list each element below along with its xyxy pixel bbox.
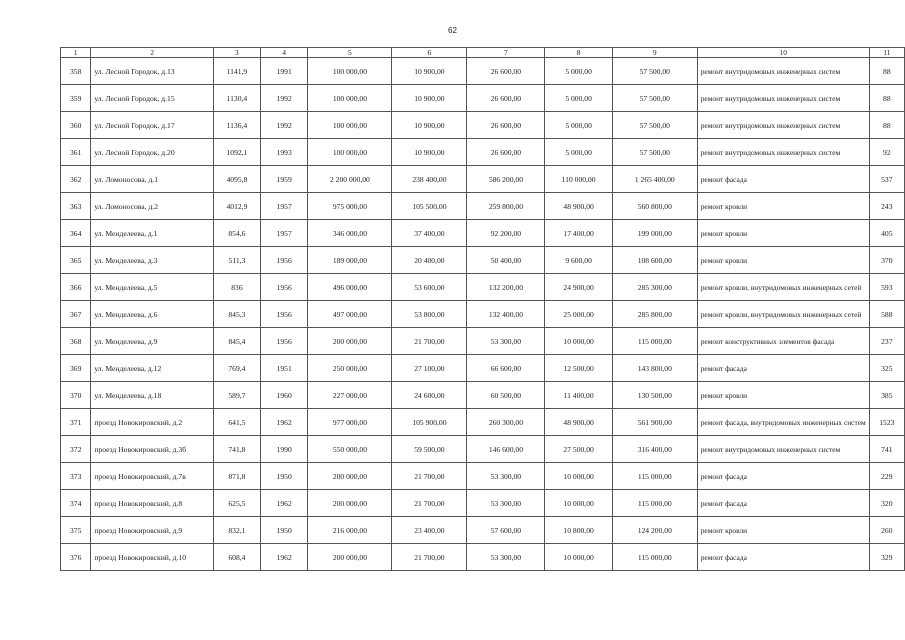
cell-total-cost: 497 000,00 xyxy=(308,301,392,328)
column-header-4: 4 xyxy=(260,48,308,58)
cell-cost-col-7: 146 600,00 xyxy=(467,436,545,463)
table-row xyxy=(61,274,905,301)
cell-year-built: 1962 xyxy=(260,409,308,436)
cell-address: ул. Ломоносова, д.1 xyxy=(91,166,214,193)
cell-row-number: 369 xyxy=(61,355,91,382)
column-header-11: 11 xyxy=(869,48,904,58)
cell-year-built: 1991 xyxy=(260,58,308,85)
cell-cost-col-8: 10 000,00 xyxy=(545,544,613,571)
page-number: 62 xyxy=(448,26,457,35)
cell-cost-col-8: 25 000,00 xyxy=(545,301,613,328)
cell-cost-col-6: 20 400,00 xyxy=(392,247,467,274)
cell-year-built: 1957 xyxy=(260,220,308,247)
cell-cost-col-8: 48 900,00 xyxy=(545,193,613,220)
cell-cost-col-6: 10 900,00 xyxy=(392,139,467,166)
column-header-6: 6 xyxy=(392,48,467,58)
table-row xyxy=(61,328,905,355)
cell-cost-col-9: 108 600,00 xyxy=(612,247,697,274)
cell-year-built: 1951 xyxy=(260,355,308,382)
table-row xyxy=(61,490,905,517)
table-row xyxy=(61,463,905,490)
cell-area: 836 xyxy=(213,274,260,301)
cell-area: 845,3 xyxy=(213,301,260,328)
cell-cost-col-7: 259 800,00 xyxy=(467,193,545,220)
cell-total-cost: 975 000,00 xyxy=(308,193,392,220)
cell-cost-col-7: 57 600,00 xyxy=(467,517,545,544)
cell-work-type: ремонт кровли xyxy=(697,193,869,220)
cell-area: 4012,9 xyxy=(213,193,260,220)
cell-work-type: ремонт фасада, внутридомовых инженерных систем xyxy=(697,409,869,436)
cell-residents: 243 xyxy=(869,193,904,220)
cell-row-number: 359 xyxy=(61,85,91,112)
cell-residents: 537 xyxy=(869,166,904,193)
cell-cost-col-7: 53 300,00 xyxy=(467,544,545,571)
cell-cost-col-6: 105 500,00 xyxy=(392,193,467,220)
cell-year-built: 1956 xyxy=(260,328,308,355)
cell-cost-col-8: 10 000,00 xyxy=(545,490,613,517)
cell-row-number: 374 xyxy=(61,490,91,517)
cell-cost-col-7: 26 600,00 xyxy=(467,85,545,112)
cell-address: ул. Менделеева, д.9 xyxy=(91,328,214,355)
cell-residents: 229 xyxy=(869,463,904,490)
table-row xyxy=(61,193,905,220)
table-row xyxy=(61,436,905,463)
cell-area: 511,3 xyxy=(213,247,260,274)
cell-area: 769,4 xyxy=(213,355,260,382)
cell-cost-col-7: 26 600,00 xyxy=(467,112,545,139)
repair-program-table xyxy=(60,47,905,571)
cell-cost-col-9: 130 500,00 xyxy=(612,382,697,409)
cell-cost-col-8: 48 900,00 xyxy=(545,409,613,436)
cell-area: 1136,4 xyxy=(213,112,260,139)
cell-cost-col-9: 57 500,00 xyxy=(612,85,697,112)
cell-cost-col-6: 24 600,00 xyxy=(392,382,467,409)
table-row xyxy=(61,409,905,436)
cell-residents: 370 xyxy=(869,247,904,274)
cell-year-built: 1950 xyxy=(260,463,308,490)
table-row xyxy=(61,166,905,193)
cell-cost-col-9: 57 500,00 xyxy=(612,58,697,85)
cell-work-type: ремонт фасада xyxy=(697,544,869,571)
cell-work-type: ремонт кровли xyxy=(697,517,869,544)
cell-work-type: ремонт кровли xyxy=(697,247,869,274)
cell-year-built: 1956 xyxy=(260,247,308,274)
cell-row-number: 373 xyxy=(61,463,91,490)
cell-total-cost: 227 000,00 xyxy=(308,382,392,409)
cell-row-number: 376 xyxy=(61,544,91,571)
cell-row-number: 365 xyxy=(61,247,91,274)
cell-address: проезд Новокировский, д.8 xyxy=(91,490,214,517)
cell-year-built: 1956 xyxy=(260,274,308,301)
table-row xyxy=(61,517,905,544)
column-header-3: 3 xyxy=(213,48,260,58)
cell-address: ул. Лесной Городок, д.15 xyxy=(91,85,214,112)
cell-cost-col-6: 53 800,00 xyxy=(392,301,467,328)
table-row xyxy=(61,544,905,571)
cell-area: 1092,1 xyxy=(213,139,260,166)
cell-address: ул. Менделеева, д.3 xyxy=(91,247,214,274)
cell-work-type: ремонт кровли, внутридомовых инженерных сетей xyxy=(697,274,869,301)
cell-cost-col-9: 115 000,00 xyxy=(612,328,697,355)
cell-cost-col-8: 24 900,00 xyxy=(545,274,613,301)
cell-year-built: 1959 xyxy=(260,166,308,193)
cell-area: 641,5 xyxy=(213,409,260,436)
cell-cost-col-6: 21 700,00 xyxy=(392,490,467,517)
cell-cost-col-7: 26 600,00 xyxy=(467,139,545,166)
cell-cost-col-8: 10 000,00 xyxy=(545,328,613,355)
cell-address: ул. Лесной Городок, д.20 xyxy=(91,139,214,166)
cell-address: ул. Менделеева, д.5 xyxy=(91,274,214,301)
cell-row-number: 364 xyxy=(61,220,91,247)
cell-cost-col-9: 285 300,00 xyxy=(612,274,697,301)
cell-year-built: 1950 xyxy=(260,517,308,544)
cell-work-type: ремонт внутридомовых инженерных систем xyxy=(697,436,869,463)
column-header-7: 7 xyxy=(467,48,545,58)
cell-cost-col-8: 10 800,00 xyxy=(545,517,613,544)
cell-year-built: 1990 xyxy=(260,436,308,463)
cell-cost-col-9: 561 900,00 xyxy=(612,409,697,436)
cell-total-cost: 200 000,00 xyxy=(308,463,392,490)
cell-cost-col-9: 1 265 400,00 xyxy=(612,166,697,193)
cell-total-cost: 100 000,00 xyxy=(308,85,392,112)
table-row xyxy=(61,139,905,166)
table-body xyxy=(61,58,905,571)
cell-area: 589,7 xyxy=(213,382,260,409)
cell-cost-col-6: 10 900,00 xyxy=(392,85,467,112)
cell-cost-col-9: 285 800,00 xyxy=(612,301,697,328)
cell-cost-col-7: 132 400,00 xyxy=(467,301,545,328)
cell-cost-col-6: 21 700,00 xyxy=(392,544,467,571)
cell-cost-col-6: 21 700,00 xyxy=(392,328,467,355)
cell-area: 871,8 xyxy=(213,463,260,490)
cell-cost-col-9: 560 800,00 xyxy=(612,193,697,220)
cell-work-type: ремонт кровли, внутридомовых инженерных сетей xyxy=(697,301,869,328)
cell-cost-col-6: 238 400,00 xyxy=(392,166,467,193)
column-header-2: 2 xyxy=(91,48,214,58)
cell-residents: 1523 xyxy=(869,409,904,436)
column-header-1: 1 xyxy=(61,48,91,58)
table-row xyxy=(61,58,905,85)
cell-area: 741,8 xyxy=(213,436,260,463)
cell-cost-col-8: 5 000,00 xyxy=(545,58,613,85)
column-header-5: 5 xyxy=(308,48,392,58)
cell-work-type: ремонт фасада xyxy=(697,463,869,490)
cell-cost-col-7: 132 200,00 xyxy=(467,274,545,301)
column-header-10: 10 xyxy=(697,48,869,58)
cell-cost-col-6: 10 900,00 xyxy=(392,112,467,139)
cell-cost-col-7: 53 300,00 xyxy=(467,463,545,490)
cell-cost-col-9: 199 000,00 xyxy=(612,220,697,247)
cell-total-cost: 100 000,00 xyxy=(308,139,392,166)
cell-work-type: ремонт внутридомовых инженерных систем xyxy=(697,139,869,166)
table-row xyxy=(61,247,905,274)
cell-work-type: ремонт кровли xyxy=(697,220,869,247)
cell-area: 608,4 xyxy=(213,544,260,571)
cell-cost-col-9: 57 500,00 xyxy=(612,139,697,166)
cell-residents: 329 xyxy=(869,544,904,571)
cell-cost-col-9: 115 000,00 xyxy=(612,463,697,490)
cell-cost-col-9: 115 000,00 xyxy=(612,544,697,571)
cell-cost-col-6: 105 900,00 xyxy=(392,409,467,436)
cell-address: ул. Ломоносова, д.2 xyxy=(91,193,214,220)
table-row xyxy=(61,220,905,247)
header-row xyxy=(61,48,905,58)
cell-residents: 260 xyxy=(869,517,904,544)
cell-cost-col-8: 5 000,00 xyxy=(545,112,613,139)
cell-address: проезд Новокировский, д.7в xyxy=(91,463,214,490)
cell-area: 625,5 xyxy=(213,490,260,517)
cell-work-type: ремонт фасада xyxy=(697,166,869,193)
cell-address: ул. Менделеева, д.6 xyxy=(91,301,214,328)
cell-row-number: 366 xyxy=(61,274,91,301)
cell-residents: 92 xyxy=(869,139,904,166)
column-header-9: 9 xyxy=(612,48,697,58)
cell-row-number: 362 xyxy=(61,166,91,193)
cell-residents: 588 xyxy=(869,301,904,328)
cell-year-built: 1956 xyxy=(260,301,308,328)
cell-row-number: 375 xyxy=(61,517,91,544)
cell-work-type: ремонт внутридомовых инженерных систем xyxy=(697,58,869,85)
cell-total-cost: 189 000,00 xyxy=(308,247,392,274)
cell-cost-col-6: 27 100,00 xyxy=(392,355,467,382)
column-header-8: 8 xyxy=(545,48,613,58)
cell-cost-col-6: 23 400,00 xyxy=(392,517,467,544)
cell-residents: 88 xyxy=(869,58,904,85)
cell-cost-col-7: 586 200,00 xyxy=(467,166,545,193)
cell-address: ул. Лесной Городок, д.13 xyxy=(91,58,214,85)
cell-cost-col-7: 92 200,00 xyxy=(467,220,545,247)
cell-residents: 325 xyxy=(869,355,904,382)
cell-work-type: ремонт внутридомовых инженерных систем xyxy=(697,85,869,112)
cell-work-type: ремонт фасада xyxy=(697,490,869,517)
cell-total-cost: 346 000,00 xyxy=(308,220,392,247)
cell-cost-col-8: 5 000,00 xyxy=(545,139,613,166)
cell-area: 1130,4 xyxy=(213,85,260,112)
cell-address: ул. Менделеева, д.1 xyxy=(91,220,214,247)
cell-area: 845,4 xyxy=(213,328,260,355)
cell-total-cost: 200 000,00 xyxy=(308,328,392,355)
cell-address: проезд Новокировский, д.9 xyxy=(91,517,214,544)
cell-year-built: 1992 xyxy=(260,112,308,139)
cell-cost-col-8: 27 500,00 xyxy=(545,436,613,463)
cell-total-cost: 216 000,00 xyxy=(308,517,392,544)
cell-row-number: 367 xyxy=(61,301,91,328)
cell-cost-col-7: 26 600,00 xyxy=(467,58,545,85)
table-row xyxy=(61,301,905,328)
cell-cost-col-7: 66 600,00 xyxy=(467,355,545,382)
cell-year-built: 1962 xyxy=(260,544,308,571)
cell-residents: 237 xyxy=(869,328,904,355)
cell-year-built: 1992 xyxy=(260,85,308,112)
cell-row-number: 370 xyxy=(61,382,91,409)
table-row xyxy=(61,355,905,382)
cell-year-built: 1962 xyxy=(260,490,308,517)
cell-cost-col-6: 10 900,00 xyxy=(392,58,467,85)
cell-total-cost: 100 000,00 xyxy=(308,112,392,139)
cell-address: ул. Менделеева, д.12 xyxy=(91,355,214,382)
cell-total-cost: 200 000,00 xyxy=(308,544,392,571)
cell-residents: 385 xyxy=(869,382,904,409)
cell-residents: 741 xyxy=(869,436,904,463)
cell-residents: 593 xyxy=(869,274,904,301)
cell-area: 4095,8 xyxy=(213,166,260,193)
cell-address: ул. Менделеева, д.18 xyxy=(91,382,214,409)
cell-area: 854,6 xyxy=(213,220,260,247)
cell-area: 1141,9 xyxy=(213,58,260,85)
cell-total-cost: 200 000,00 xyxy=(308,490,392,517)
cell-cost-col-9: 316 400,00 xyxy=(612,436,697,463)
cell-row-number: 361 xyxy=(61,139,91,166)
cell-work-type: ремонт фасада xyxy=(697,355,869,382)
table-header xyxy=(61,48,905,58)
cell-cost-col-6: 21 700,00 xyxy=(392,463,467,490)
cell-work-type: ремонт внутридомовых инженерных систем xyxy=(697,112,869,139)
cell-row-number: 371 xyxy=(61,409,91,436)
cell-year-built: 1960 xyxy=(260,382,308,409)
cell-address: проезд Новокировский, д.3б xyxy=(91,436,214,463)
table-row xyxy=(61,382,905,409)
cell-cost-col-7: 60 500,00 xyxy=(467,382,545,409)
cell-total-cost: 550 000,00 xyxy=(308,436,392,463)
cell-cost-col-8: 10 000,00 xyxy=(545,463,613,490)
cell-cost-col-8: 11 400,00 xyxy=(545,382,613,409)
cell-cost-col-6: 53 600,00 xyxy=(392,274,467,301)
cell-area: 832,1 xyxy=(213,517,260,544)
cell-total-cost: 2 200 000,00 xyxy=(308,166,392,193)
table-row xyxy=(61,85,905,112)
cell-cost-col-6: 37 400,00 xyxy=(392,220,467,247)
cell-address: ул. Лесной Городок, д.17 xyxy=(91,112,214,139)
cell-cost-col-7: 50 400,00 xyxy=(467,247,545,274)
cell-cost-col-7: 260 300,00 xyxy=(467,409,545,436)
cell-cost-col-9: 124 200,00 xyxy=(612,517,697,544)
cell-year-built: 1957 xyxy=(260,193,308,220)
cell-cost-col-8: 12 500,00 xyxy=(545,355,613,382)
table-row xyxy=(61,112,905,139)
cell-cost-col-7: 53 300,00 xyxy=(467,328,545,355)
cell-cost-col-8: 110 000,00 xyxy=(545,166,613,193)
cell-row-number: 372 xyxy=(61,436,91,463)
cell-row-number: 368 xyxy=(61,328,91,355)
cell-residents: 320 xyxy=(869,490,904,517)
cell-cost-col-8: 5 000,00 xyxy=(545,85,613,112)
cell-year-built: 1993 xyxy=(260,139,308,166)
cell-cost-col-9: 143 800,00 xyxy=(612,355,697,382)
cell-work-type: ремонт конструктивных элементов фасада xyxy=(697,328,869,355)
cell-total-cost: 977 000,00 xyxy=(308,409,392,436)
cell-cost-col-8: 9 600,00 xyxy=(545,247,613,274)
cell-address: проезд Новокировский, д.10 xyxy=(91,544,214,571)
cell-cost-col-9: 57 500,00 xyxy=(612,112,697,139)
cell-row-number: 360 xyxy=(61,112,91,139)
cell-total-cost: 496 000,00 xyxy=(308,274,392,301)
cell-residents: 88 xyxy=(869,85,904,112)
cell-work-type: ремонт кровли xyxy=(697,382,869,409)
cell-cost-col-8: 17 400,00 xyxy=(545,220,613,247)
cell-residents: 88 xyxy=(869,112,904,139)
cell-total-cost: 100 000,00 xyxy=(308,58,392,85)
cell-address: проезд Новокировский, д.2 xyxy=(91,409,214,436)
cell-cost-col-6: 59 500,00 xyxy=(392,436,467,463)
cell-cost-col-9: 115 000,00 xyxy=(612,490,697,517)
cell-residents: 405 xyxy=(869,220,904,247)
cell-row-number: 358 xyxy=(61,58,91,85)
cell-total-cost: 250 000,00 xyxy=(308,355,392,382)
cell-cost-col-7: 53 300,00 xyxy=(467,490,545,517)
cell-row-number: 363 xyxy=(61,193,91,220)
